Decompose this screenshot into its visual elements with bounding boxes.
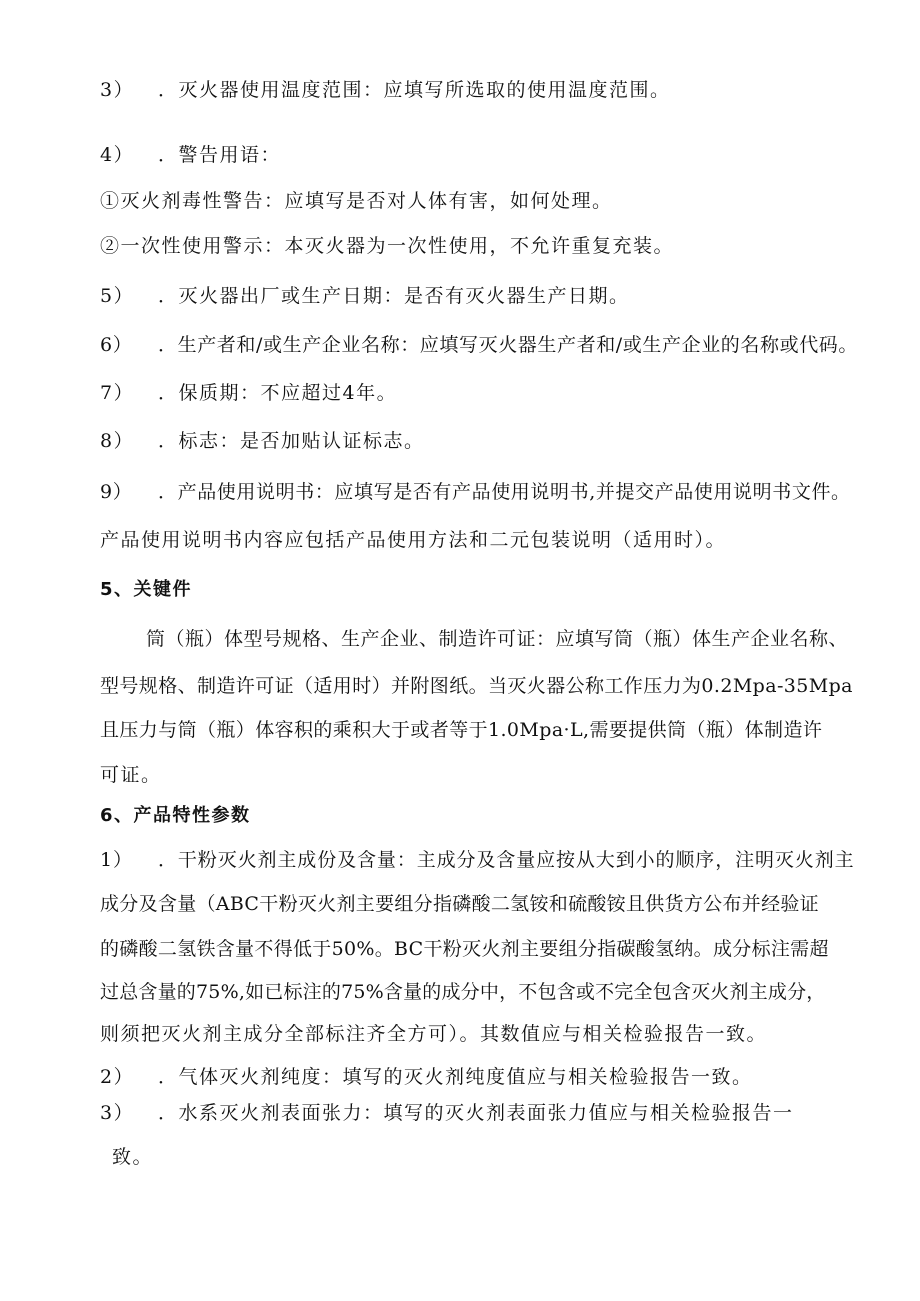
section-6-item-3-continuation: 致。 bbox=[112, 1146, 154, 1168]
section-6-item-1-line-3: 的磷酸二氢铁含量不得低于50%。BC干粉灭火剂主要组分指碳酸氢纳。成分标注需超 bbox=[100, 938, 829, 960]
warning-single-use: ②一次性使用警示：本灭火器为一次性使用，不允许重复充装。 bbox=[100, 235, 675, 257]
section-6-item-1-line-4: 过总含量的75%,如已标注的75%含量的成分中，不包含或不完全包含灭火剂主成分， bbox=[100, 981, 826, 1003]
section-5-line-2: 型号规格、制造许可证（适用时）并附图纸。当灭火器公称工作压力为0.2Mpa-35Mpa bbox=[100, 675, 853, 697]
section-5-line-3: 且压力与筒（瓶）体容积的乘积大于或者等于1.0Mpa·L,需要提供筒（瓶）体制造许 bbox=[100, 719, 823, 741]
section-6-heading: 6、产品特性参数 bbox=[100, 805, 251, 826]
section-6-item-2: 2） ．气体灭火剂纯度：填写的灭火剂纯度值应与相关检验报告一致。 bbox=[100, 1066, 753, 1088]
section-5-line-4: 可证。 bbox=[100, 764, 162, 786]
section-6-item-3: 3） ．水系灭火剂表面张力：填写的灭火剂表面张力值应与相关检验报告一 bbox=[100, 1102, 794, 1124]
section-6-item-1-line-5: 则须把灭火剂主成分全部标注齐全方可）。其数值应与相关检验报告一致。 bbox=[100, 1023, 768, 1045]
item-6: 6） ．生产者和/或生产企业名称：应填写灭火器生产者和/或生产企业的名称或代码。 bbox=[100, 334, 859, 356]
section-6-item-1-line-2: 成分及含量（ABC干粉灭火剂主要组分指磷酸二氢铵和硫酸铵且供货方公布并经验证 bbox=[100, 893, 819, 915]
section-5-heading: 5、关键件 bbox=[100, 579, 193, 600]
section-6-item-1: 1） ．干粉灭火剂主成份及含量：主成分及含量应按从大到小的顺序，注明灭火剂主 bbox=[100, 849, 855, 871]
item-4: 4） ．警告用语： bbox=[100, 144, 282, 166]
item-8: 8） ．标志：是否加贴认证标志。 bbox=[100, 430, 425, 452]
section-5-line-1: 筒（瓶）体型号规格、生产企业、制造许可证：应填写筒（瓶）体生产企业名称、 bbox=[146, 628, 849, 650]
item-7: 7） ．保质期：不应超过4年。 bbox=[100, 382, 398, 404]
warning-toxicity: ①灭火剂毒性警告：应填写是否对人体有害，如何处理。 bbox=[100, 190, 613, 212]
item-9: 9） ．产品使用说明书：应填写是否有产品使用说明书,并提交产品使用说明书文件。 bbox=[100, 481, 851, 503]
item-3: 3） ．灭火器使用温度范围：应填写所选取的使用温度范围。 bbox=[100, 79, 671, 101]
item-5: 5） ．灭火器出厂或生产日期：是否有灭火器生产日期。 bbox=[100, 285, 630, 307]
manual-continuation: 产品使用说明书内容应包括产品使用方法和二元包装说明（适用时）。 bbox=[100, 529, 727, 551]
